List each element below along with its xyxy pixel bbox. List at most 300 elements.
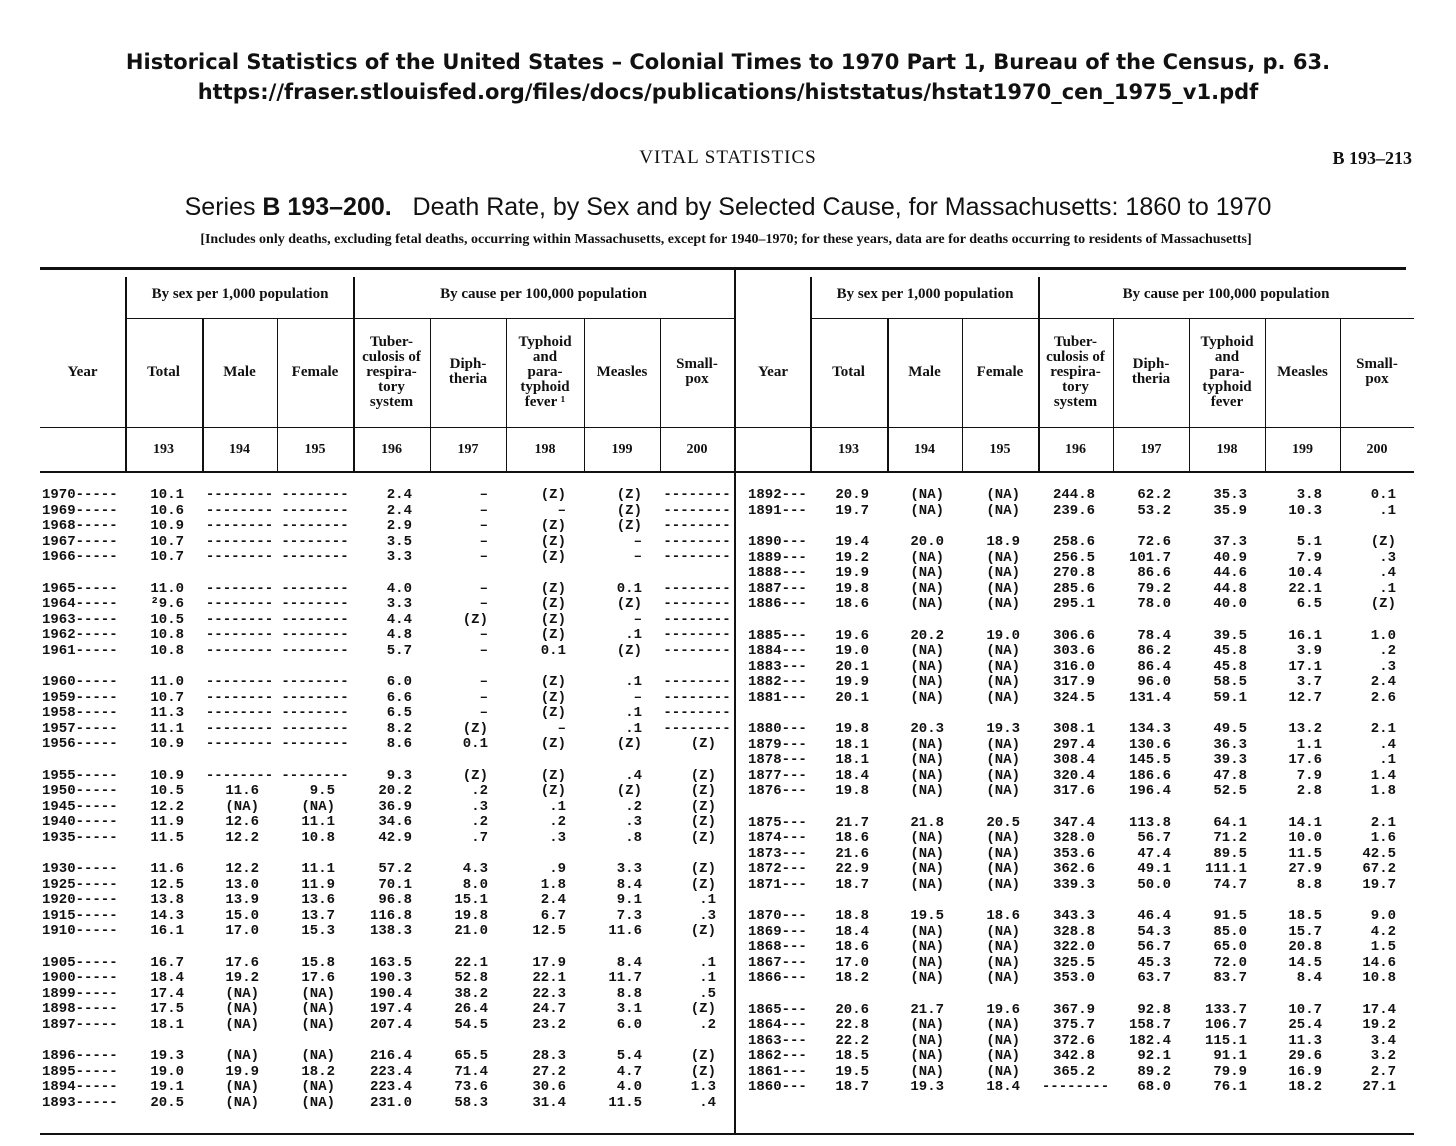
value-cell-measles: 3.1 <box>616 1001 642 1017</box>
table-row <box>40 550 734 566</box>
value-cell-diph: 145.5 <box>1128 752 1171 768</box>
table-row <box>40 488 734 504</box>
table-row <box>736 738 1414 754</box>
value-cell-typhoid: (Z) <box>540 736 566 752</box>
table-row <box>40 1080 734 1096</box>
value-cell-total: 11.5 <box>150 829 184 846</box>
value-cell-typhoid: 12.5 <box>532 923 566 939</box>
value-cell-smallpox: (Z) <box>690 798 716 815</box>
value-cell-male: (NA) <box>225 798 259 815</box>
value-cell-total: 22.2 <box>835 1032 869 1049</box>
value-cell-measles: 2.8 <box>1296 783 1322 799</box>
table-row <box>40 1002 734 1018</box>
value-cell-tb: 375.7 <box>1052 1017 1095 1033</box>
value-cell-tb: 3.3 <box>386 549 412 565</box>
value-cell-diph: 53.2 <box>1137 502 1171 519</box>
value-cell-diph: 89.2 <box>1137 1063 1171 1080</box>
value-cell-total: 18.4 <box>150 970 184 986</box>
left-col-measles: Measles <box>596 363 648 380</box>
year-cell: 1900----- <box>42 970 118 986</box>
value-cell-measles: 6.0 <box>616 1016 642 1033</box>
value-cell-female: 17.6 <box>301 970 335 986</box>
value-cell-male: (NA) <box>910 767 944 784</box>
left-data-table <box>40 488 734 1111</box>
value-cell-total: 10.8 <box>150 627 184 643</box>
value-cell-male: (NA) <box>910 752 944 768</box>
value-cell-smallpox: -------- <box>663 705 731 721</box>
right-group-sex: By sex per 1,000 population <box>836 286 1014 302</box>
value-cell-female: (NA) <box>301 1016 335 1033</box>
value-cell-smallpox: (Z) <box>1370 596 1396 612</box>
value-cell-tb: 353.0 <box>1052 970 1095 986</box>
value-cell-diph: 54.5 <box>454 1016 488 1033</box>
value-cell-measles: (Z) <box>616 736 642 752</box>
left-group-cause: By cause per 100,000 population <box>440 286 647 302</box>
value-cell-typhoid: 89.5 <box>1213 845 1247 862</box>
value-cell-smallpox: -------- <box>663 549 731 565</box>
value-cell-diph: 19.8 <box>454 907 488 924</box>
value-cell-smallpox: .1 <box>1379 752 1396 768</box>
value-cell-tb: 367.9 <box>1052 1001 1095 1018</box>
value-cell-female: -------- <box>281 627 349 643</box>
value-cell-measles: 10.3 <box>1288 502 1322 519</box>
value-cell-measles: 11.6 <box>608 923 642 939</box>
value-cell-typhoid: 65.0 <box>1213 939 1247 955</box>
value-cell-typhoid: 1.8 <box>540 876 566 893</box>
value-cell-total: 20.6 <box>835 1001 869 1018</box>
value-cell-total: 14.3 <box>150 907 184 924</box>
value-cell-measles: 3.8 <box>1296 487 1322 503</box>
value-cell-total: 10.9 <box>150 518 184 534</box>
value-cell-smallpox: 0.1 <box>1370 487 1396 503</box>
table-row <box>40 987 734 1003</box>
value-cell-male: -------- <box>205 502 274 519</box>
value-cell-total: 21.7 <box>835 814 869 831</box>
value-cell-female: -------- <box>281 580 349 597</box>
value-cell-female: (NA) <box>301 798 335 815</box>
value-cell-female: (NA) <box>986 736 1020 753</box>
value-cell-diph: 79.2 <box>1137 580 1171 597</box>
value-cell-total: 17.4 <box>150 985 184 1002</box>
value-cell-smallpox: -------- <box>663 518 731 534</box>
row-gap <box>40 659 734 675</box>
left-col-diph: Diph- theria <box>448 356 488 387</box>
value-cell-tb: 57.2 <box>378 861 412 877</box>
value-cell-female: (NA) <box>986 1063 1020 1080</box>
value-cell-measles: 3.3 <box>616 861 642 877</box>
value-cell-total: 20.1 <box>835 689 869 706</box>
value-cell-diph: 63.7 <box>1137 970 1171 986</box>
value-cell-total: 19.2 <box>835 549 869 566</box>
value-cell-total: 10.7 <box>150 689 184 706</box>
value-cell-diph: 8.0 <box>462 876 488 893</box>
value-cell-typhoid: – <box>557 720 566 737</box>
table-row <box>40 1096 734 1112</box>
value-cell-measles: 29.6 <box>1288 1048 1322 1064</box>
value-cell-typhoid: 133.7 <box>1204 1001 1247 1018</box>
top-rule <box>40 267 1406 270</box>
value-cell-measles: 9.1 <box>616 892 642 908</box>
value-cell-typhoid: 58.5 <box>1213 674 1247 690</box>
value-cell-smallpox: 2.7 <box>1370 1063 1396 1080</box>
value-cell-typhoid: (Z) <box>540 580 566 597</box>
value-cell-male: (NA) <box>910 830 944 846</box>
value-cell-typhoid: 30.6 <box>532 1079 566 1095</box>
value-cell-tb: 325.5 <box>1052 954 1095 971</box>
value-cell-female: 18.2 <box>301 1063 335 1080</box>
value-cell-male: (NA) <box>910 1063 944 1080</box>
table-row <box>736 831 1414 847</box>
value-cell-diph: – <box>479 580 488 597</box>
value-cell-tb: 6.5 <box>386 705 412 721</box>
value-cell-measles: 11.3 <box>1288 1032 1322 1049</box>
value-cell-diph: 182.4 <box>1128 1032 1171 1049</box>
value-cell-diph: 15.1 <box>454 892 488 908</box>
value-cell-typhoid: 45.8 <box>1213 658 1247 675</box>
value-cell-total: 19.9 <box>835 565 869 581</box>
value-cell-tb: 308.1 <box>1052 721 1095 737</box>
value-cell-female: 15.8 <box>301 954 335 971</box>
value-cell-measles: (Z) <box>616 487 642 503</box>
value-cell-smallpox: 3.4 <box>1370 1032 1396 1049</box>
value-cell-tb: 320.4 <box>1052 767 1095 784</box>
value-cell-measles: 3.7 <box>1296 674 1322 690</box>
value-cell-measles: .2 <box>625 798 642 815</box>
year-cell: 1865--- <box>748 1001 807 1018</box>
value-cell-female: 18.6 <box>986 908 1020 924</box>
value-cell-female: -------- <box>281 518 349 534</box>
value-cell-typhoid: 28.3 <box>532 1048 566 1064</box>
value-cell-male: (NA) <box>910 783 944 799</box>
row-gap <box>736 800 1414 816</box>
value-cell-total: 18.2 <box>835 970 869 986</box>
value-cell-diph: 56.7 <box>1137 830 1171 846</box>
value-cell-diph: 58.3 <box>454 1094 488 1111</box>
value-cell-tb: 42.9 <box>378 829 412 846</box>
value-cell-male: (NA) <box>910 923 944 940</box>
value-cell-tb: 328.8 <box>1052 923 1095 940</box>
value-cell-diph: .7 <box>471 829 488 846</box>
value-cell-total: 10.6 <box>150 502 184 519</box>
year-cell: 1876--- <box>748 783 807 799</box>
value-cell-smallpox: -------- <box>663 580 731 597</box>
value-cell-female: (NA) <box>986 658 1020 675</box>
value-cell-male: -------- <box>205 674 274 690</box>
value-cell-typhoid: 74.7 <box>1213 876 1247 893</box>
value-cell-typhoid: 72.0 <box>1213 954 1247 971</box>
value-cell-measles: 3.9 <box>1296 643 1322 659</box>
value-cell-measles: (Z) <box>616 502 642 519</box>
value-cell-tb: 4.8 <box>386 627 412 643</box>
value-cell-total: 16.1 <box>150 923 184 939</box>
left-col-tb: Tuber- culosis of respira- tory system <box>362 333 421 410</box>
value-cell-tb: 365.2 <box>1052 1063 1095 1080</box>
year-cell: 1883--- <box>748 658 807 675</box>
value-cell-tb: -------- <box>1041 1079 1110 1095</box>
right-col-female: Female <box>976 363 1024 380</box>
value-cell-male: -------- <box>205 767 274 784</box>
value-cell-total: 19.8 <box>835 721 869 737</box>
value-cell-total: 11.1 <box>150 720 184 737</box>
value-cell-male: -------- <box>205 596 274 612</box>
value-cell-diph: 78.0 <box>1137 596 1171 612</box>
value-cell-typhoid: 44.8 <box>1213 580 1247 597</box>
year-cell: 1887--- <box>748 580 807 597</box>
year-cell: 1869--- <box>748 923 807 940</box>
value-cell-tb: 362.6 <box>1052 861 1095 877</box>
value-cell-diph: 92.8 <box>1137 1001 1171 1018</box>
value-cell-typhoid: (Z) <box>540 596 566 612</box>
value-cell-tb: 197.4 <box>369 1001 412 1017</box>
value-cell-typhoid: 39.5 <box>1213 627 1247 644</box>
value-cell-smallpox: (Z) <box>690 814 716 830</box>
value-cell-male: (NA) <box>910 674 944 690</box>
year-cell: 1910----- <box>42 923 118 939</box>
value-cell-typhoid: (Z) <box>540 533 566 550</box>
right-col-number-196: 196 <box>1065 442 1086 457</box>
table-row <box>736 1065 1414 1081</box>
value-cell-diph: 22.1 <box>454 954 488 971</box>
value-cell-typhoid: 0.1 <box>540 642 566 659</box>
value-cell-smallpox: .3 <box>1379 549 1396 566</box>
table-row <box>736 769 1414 785</box>
value-cell-total: 11.0 <box>150 580 184 597</box>
value-cell-smallpox: -------- <box>663 674 731 690</box>
value-cell-tb: 223.4 <box>369 1079 412 1095</box>
value-cell-total: 19.4 <box>835 534 869 550</box>
value-cell-tb: 239.6 <box>1052 502 1095 519</box>
value-cell-diph: 26.4 <box>454 1001 488 1017</box>
value-cell-female: (NA) <box>986 689 1020 706</box>
value-cell-female: 13.6 <box>301 892 335 908</box>
value-cell-tb: 258.6 <box>1052 534 1095 550</box>
value-cell-total: 11.0 <box>150 674 184 690</box>
table-row <box>40 644 734 660</box>
left-col-number-197: 197 <box>457 442 479 457</box>
value-cell-typhoid: 47.8 <box>1213 767 1247 784</box>
value-cell-typhoid: 111.1 <box>1204 861 1247 877</box>
value-cell-tb: 317.6 <box>1052 783 1095 799</box>
value-cell-diph: 65.5 <box>454 1048 488 1064</box>
year-cell: 1935----- <box>42 829 118 846</box>
right-group-cause: By cause per 100,000 population <box>1122 286 1330 302</box>
table-row <box>40 613 734 629</box>
value-cell-smallpox: -------- <box>663 689 731 706</box>
year-cell: 1868--- <box>748 939 807 955</box>
value-cell-total: 19.3 <box>150 1048 184 1064</box>
value-cell-measles: 13.2 <box>1288 721 1322 737</box>
table-row <box>736 675 1414 691</box>
value-cell-smallpox: 27.1 <box>1362 1079 1396 1095</box>
value-cell-female: 10.8 <box>301 829 335 846</box>
table-row <box>736 956 1414 972</box>
value-cell-tb: 190.4 <box>369 985 412 1002</box>
value-cell-total: 19.5 <box>835 1063 869 1080</box>
value-cell-typhoid: 27.2 <box>532 1063 566 1080</box>
year-cell: 1862--- <box>748 1048 807 1064</box>
value-cell-male: (NA) <box>225 1094 259 1111</box>
value-cell-tb: 223.4 <box>369 1063 412 1080</box>
year-cell: 1870--- <box>748 908 807 924</box>
value-cell-total: 11.9 <box>150 814 184 830</box>
value-cell-male: 12.2 <box>225 829 259 846</box>
value-cell-diph: – <box>479 502 488 519</box>
value-cell-female: (NA) <box>986 1048 1020 1064</box>
value-cell-diph: 72.6 <box>1137 534 1171 550</box>
value-cell-male: (NA) <box>225 1079 259 1095</box>
value-cell-typhoid: (Z) <box>540 674 566 690</box>
value-cell-male: 21.8 <box>910 814 944 831</box>
value-cell-measles: 14.1 <box>1288 814 1322 831</box>
year-cell: 1885--- <box>748 627 807 644</box>
table-row <box>736 566 1414 582</box>
value-cell-total: 18.5 <box>835 1048 869 1064</box>
value-cell-smallpox: (Z) <box>690 1048 716 1064</box>
value-cell-tb: 347.4 <box>1052 814 1095 831</box>
value-cell-typhoid: 2.4 <box>540 892 566 908</box>
table-row <box>40 784 734 800</box>
year-cell: 1891--- <box>748 502 807 519</box>
value-cell-total: 10.9 <box>150 767 184 784</box>
value-cell-total: 17.0 <box>835 954 869 971</box>
value-cell-female: (NA) <box>986 580 1020 597</box>
value-cell-male: (NA) <box>910 736 944 753</box>
table-row <box>736 644 1414 660</box>
value-cell-tb: 3.5 <box>386 533 412 550</box>
value-cell-diph: 86.4 <box>1137 658 1171 675</box>
value-cell-typhoid: 40.9 <box>1213 549 1247 566</box>
value-cell-smallpox: .1 <box>1379 580 1396 597</box>
value-cell-female: (NA) <box>986 565 1020 581</box>
value-cell-diph: 186.6 <box>1128 767 1171 784</box>
value-cell-typhoid: 31.4 <box>532 1094 566 1111</box>
value-cell-tb: 324.5 <box>1052 689 1095 706</box>
value-cell-male: 11.6 <box>225 783 259 799</box>
right-header-rule <box>736 427 1414 428</box>
value-cell-typhoid: 64.1 <box>1213 814 1247 831</box>
series-range: B 193–213 <box>1332 148 1412 168</box>
value-cell-measles: – <box>633 611 642 628</box>
value-cell-male: (NA) <box>910 861 944 877</box>
value-cell-female: (NA) <box>986 549 1020 566</box>
value-cell-male: (NA) <box>910 939 944 955</box>
right-col-tb: Tuber- culosis of respira- tory system <box>1046 333 1105 410</box>
value-cell-tb: 297.4 <box>1052 736 1095 753</box>
value-cell-total: 18.1 <box>835 736 869 753</box>
value-cell-typhoid: (Z) <box>540 705 566 721</box>
right-col-diph: Diph- theria <box>1131 356 1171 387</box>
value-cell-tb: 244.8 <box>1052 487 1095 503</box>
table-row <box>40 737 734 753</box>
value-cell-measles: 11.7 <box>608 970 642 986</box>
table-title: Series B 193–200. Death Rate, by Sex and by Selected Cause, for Massachusetts: 1860 to 1970 <box>184 193 1272 221</box>
value-cell-smallpox: .2 <box>1379 643 1396 659</box>
value-cell-diph: .2 <box>471 814 488 830</box>
value-cell-tb: 322.0 <box>1052 939 1095 955</box>
value-cell-male: -------- <box>205 642 274 659</box>
value-cell-smallpox: 19.7 <box>1362 876 1396 893</box>
value-cell-male: (NA) <box>225 1001 259 1017</box>
value-cell-measles: 7.3 <box>616 907 642 924</box>
left-col-number-196: 196 <box>381 442 402 457</box>
value-cell-tb: 9.3 <box>386 767 412 784</box>
table-row <box>736 971 1414 987</box>
value-cell-smallpox: 1.4 <box>1370 767 1396 784</box>
table-row <box>736 597 1414 613</box>
value-cell-female: (NA) <box>986 596 1020 612</box>
right-data-table <box>736 488 1414 1096</box>
value-cell-smallpox: 42.5 <box>1362 845 1396 862</box>
value-cell-typhoid: (Z) <box>540 783 566 799</box>
table-row <box>736 488 1414 504</box>
value-cell-total: 21.6 <box>835 845 869 862</box>
value-cell-diph: 47.4 <box>1137 845 1171 862</box>
value-cell-tb: 4.4 <box>386 611 412 628</box>
value-cell-female: (NA) <box>301 1048 335 1064</box>
value-cell-measles: .1 <box>625 627 642 643</box>
value-cell-total: 10.5 <box>150 783 184 799</box>
right-number-rule <box>736 471 1414 473</box>
value-cell-male: 13.0 <box>225 876 259 893</box>
value-cell-diph: – <box>479 518 488 534</box>
value-cell-tb: 328.0 <box>1052 830 1095 846</box>
table-row <box>736 504 1414 520</box>
table-row <box>736 925 1414 941</box>
year-cell: 1930----- <box>42 861 118 877</box>
year-cell: 1898----- <box>42 1001 118 1017</box>
value-cell-tb: 295.1 <box>1052 596 1095 612</box>
value-cell-total: 20.1 <box>835 658 869 675</box>
value-cell-typhoid: .2 <box>549 814 566 830</box>
value-cell-typhoid: 40.0 <box>1213 596 1247 612</box>
value-cell-measles: 5.4 <box>616 1048 642 1064</box>
value-cell-female: -------- <box>281 596 349 612</box>
year-cell: 1925----- <box>42 876 118 893</box>
value-cell-female: (NA) <box>986 830 1020 846</box>
value-cell-measles: 11.5 <box>608 1094 642 1111</box>
value-cell-male: (NA) <box>910 565 944 581</box>
value-cell-female: -------- <box>281 767 349 784</box>
value-cell-typhoid: (Z) <box>540 767 566 784</box>
value-cell-tb: 163.5 <box>369 954 412 971</box>
value-cell-diph: 92.1 <box>1137 1048 1171 1064</box>
value-cell-typhoid: 59.1 <box>1213 689 1247 706</box>
left-col-number-200: 200 <box>686 442 708 457</box>
value-cell-diph: 86.2 <box>1137 643 1171 659</box>
table-row <box>40 956 734 972</box>
value-cell-typhoid: 79.9 <box>1213 1063 1247 1080</box>
value-cell-diph: – <box>479 533 488 550</box>
table-row <box>40 504 734 520</box>
value-cell-diph: 50.0 <box>1137 876 1171 893</box>
value-cell-total: 16.7 <box>150 954 184 971</box>
value-cell-total: 11.3 <box>150 705 184 721</box>
value-cell-smallpox: -------- <box>663 627 731 643</box>
value-cell-diph: 54.3 <box>1137 923 1171 940</box>
value-cell-female: (NA) <box>986 487 1020 503</box>
value-cell-total: 19.7 <box>835 502 869 519</box>
value-cell-measles: 8.4 <box>1296 970 1322 986</box>
value-cell-male: (NA) <box>910 970 944 986</box>
table-row <box>736 753 1414 769</box>
year-cell: 1899----- <box>42 985 118 1002</box>
value-cell-measles: .3 <box>625 814 642 830</box>
value-cell-tb: 8.2 <box>386 720 412 737</box>
value-cell-male: (NA) <box>910 1032 944 1049</box>
year-cell: 1950----- <box>42 783 118 799</box>
value-cell-typhoid: 83.7 <box>1213 970 1247 986</box>
year-cell: 1915----- <box>42 907 118 924</box>
